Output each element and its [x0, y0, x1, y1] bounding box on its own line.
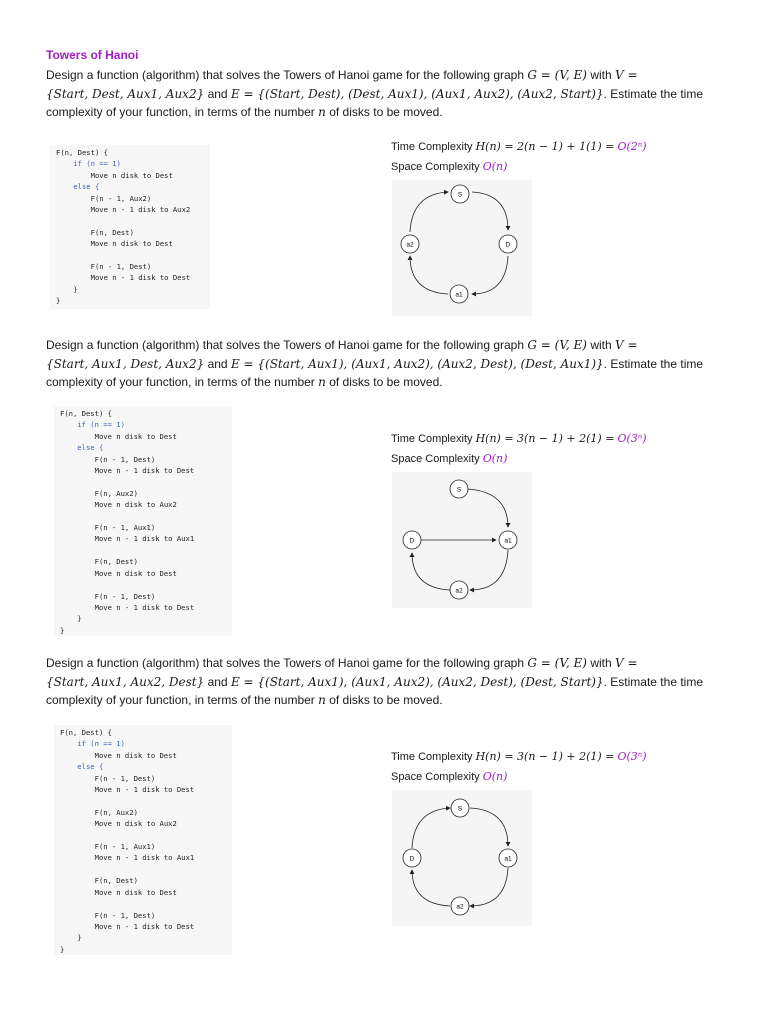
- code-line: F(n, Dest): [56, 227, 134, 237]
- code-line: }: [60, 625, 65, 635]
- space-complexity-label: Space Complexity: [391, 453, 480, 465]
- code-line: F(n - 1, Dest): [60, 910, 156, 920]
- document-title: Towers of Hanoi: [46, 48, 139, 62]
- code-line: F(n, Dest) {: [60, 409, 112, 418]
- code-line: [56, 215, 204, 226]
- time-complexity-expression: H(n) = 3(n − 1) + 2(1) =: [475, 432, 615, 445]
- prompt-tail: . Estimate the time complexity of your function, in terms of the number: [46, 674, 703, 707]
- node-start: [451, 799, 469, 817]
- code-line: Move n disk to Dest: [60, 887, 177, 897]
- time-complexity-big-o: O(2ⁿ): [617, 140, 647, 153]
- code-line: [60, 476, 226, 487]
- code-line: }: [56, 296, 61, 306]
- node-aux2: [450, 581, 468, 599]
- node-start-label: S: [457, 191, 463, 199]
- prompt-end: of disks to be moved.: [329, 105, 443, 119]
- code-line: Move n - 1 disk to Dest: [60, 785, 195, 795]
- node-dest: [403, 531, 421, 549]
- problem-1-prompt: [46, 66, 726, 122]
- space-complexity: [391, 449, 647, 469]
- time-complexity-label: Time Complexity: [391, 433, 473, 445]
- node-dest: [499, 235, 517, 253]
- node-dest-label: D: [505, 241, 511, 249]
- edge-set: E = {(Start, Aux1), (Aux1, Aux2), (Aux2, Dest), (Dest, Aux1)}: [230, 356, 604, 371]
- node-aux1-label: a1: [504, 855, 512, 863]
- code-line: Move n disk to Dest: [60, 750, 177, 760]
- time-complexity-big-o: O(3ⁿ): [617, 750, 647, 763]
- node-start-label: S: [456, 486, 462, 494]
- code-line: }: [60, 614, 82, 624]
- space-complexity-label: Space Complexity: [391, 771, 480, 783]
- code-line: F(n, Dest): [60, 876, 138, 886]
- code-line: if (n == 1): [60, 739, 125, 749]
- code-line: Move n disk to Dest: [60, 431, 177, 441]
- code-line: [60, 864, 226, 875]
- space-complexity: [391, 157, 647, 177]
- node-aux2: [451, 897, 469, 915]
- time-complexity: [391, 137, 647, 157]
- node-aux1-label: a1: [504, 537, 512, 545]
- code-line: Move n - 1 disk to Aux1: [60, 853, 195, 863]
- with-word: with: [590, 68, 612, 82]
- node-aux2-label: a2: [455, 587, 463, 595]
- code-line: else {: [56, 182, 100, 192]
- code-line: Move n disk to Dest: [56, 239, 173, 249]
- problem-3-prompt: [46, 654, 726, 710]
- code-line: }: [56, 284, 78, 294]
- code-line: F(n, Aux2): [60, 488, 138, 498]
- prompt-tail: . Estimate the time complexity of your function, in terms of the number: [46, 356, 704, 389]
- code-line: Move n - 1 disk to Dest: [60, 466, 195, 476]
- code-line: F(n - 1, Aux1): [60, 523, 156, 533]
- vertex-set-label: V =: [615, 656, 638, 670]
- code-line: Move n - 1 disk to Dest: [56, 273, 191, 283]
- node-aux1: [450, 285, 468, 303]
- vertex-set: {Start, Aux1, Dest, Aux2}: [46, 356, 205, 371]
- prompt-lead: Design a function (algorithm) that solves the Towers of Hanoi game for the following graph: [46, 68, 525, 82]
- code-line: if (n == 1): [60, 420, 125, 430]
- node-start: [451, 185, 469, 203]
- code-line: Move n disk to Aux2: [60, 500, 177, 510]
- time-complexity: [391, 747, 647, 767]
- space-complexity-big-o: O(n): [482, 160, 508, 173]
- prompt-lead: Design a function (algorithm) that solves the Towers of Hanoi game for the following graph: [46, 338, 525, 352]
- prompt-lead: Design a function (algorithm) that solves the Towers of Hanoi game for the following graph: [46, 656, 525, 670]
- code-line: Move n - 1 disk to Dest: [60, 921, 195, 931]
- n-variable: n: [318, 375, 326, 389]
- code-line: [60, 898, 226, 909]
- time-complexity-label: Time Complexity: [391, 141, 473, 153]
- code-line: [60, 511, 226, 522]
- code-line: [60, 579, 226, 590]
- with-word: with: [590, 656, 612, 670]
- node-dest: [403, 849, 421, 867]
- problem-2-graph-diagram: [392, 472, 532, 608]
- prompt-tail: . Estimate the time complexity of your function, in terms of the number: [46, 86, 703, 119]
- and-word: and: [207, 674, 228, 689]
- code-line: Move n - 1 disk to Aux1: [60, 534, 195, 544]
- code-line: F(n - 1, Dest): [60, 454, 156, 464]
- time-complexity-label: Time Complexity: [391, 751, 473, 763]
- problem-1-complexity: [391, 137, 647, 177]
- problem-3-code: [54, 725, 232, 955]
- edge-set: E = {(Start, Dest), (Dest, Aux1), (Aux1, Aux2), (Aux2, Start)}: [230, 86, 604, 101]
- code-line: [60, 830, 226, 841]
- vertex-set: {Start, Dest, Aux1, Aux2}: [46, 86, 205, 101]
- vertex-set-label: V =: [615, 338, 638, 352]
- code-line: [60, 545, 226, 556]
- code-line: F(n, Dest) {: [60, 728, 112, 737]
- graph-expression: G = (V, E): [527, 68, 587, 82]
- graph-expression: G = (V, E): [527, 656, 587, 670]
- problem-3-complexity: [391, 747, 647, 787]
- graph-expression: G = (V, E): [527, 338, 587, 352]
- node-aux1-label: a1: [455, 291, 463, 299]
- node-start-label: S: [457, 805, 463, 813]
- code-line: else {: [60, 443, 104, 453]
- prompt-end: of disks to be moved.: [329, 375, 443, 389]
- edge-set: E = {(Start, Aux1), (Aux1, Aux2), (Aux2, Dest), (Dest, Start)}: [230, 674, 604, 689]
- node-aux2: [401, 235, 419, 253]
- code-line: Move n disk to Dest: [60, 568, 177, 578]
- code-line: Move n disk to Dest: [56, 170, 173, 180]
- problem-3-graph-diagram: [392, 790, 532, 926]
- space-complexity-label: Space Complexity: [391, 161, 480, 173]
- node-aux2-label: a2: [456, 903, 464, 911]
- vertex-set: {Start, Aux1, Aux2, Dest}: [46, 674, 205, 689]
- code-line: F(n - 1, Aux1): [60, 842, 156, 852]
- and-word: and: [207, 356, 228, 371]
- code-line: if (n == 1): [56, 159, 121, 169]
- code-line: }: [60, 933, 82, 943]
- with-word: with: [590, 338, 612, 352]
- node-aux1: [499, 531, 517, 549]
- code-line: Move n - 1 disk to Dest: [60, 602, 195, 612]
- code-line: Move n - 1 disk to Aux2: [56, 205, 191, 215]
- n-variable: n: [318, 693, 326, 707]
- code-line: }: [60, 944, 65, 954]
- time-complexity: [391, 429, 647, 449]
- node-dest-label: D: [409, 855, 415, 863]
- code-line: [60, 795, 226, 806]
- code-line: F(n, Aux2): [60, 807, 138, 817]
- problem-2-complexity: [391, 429, 647, 469]
- vertex-set-label: V =: [615, 68, 638, 82]
- node-aux2-label: a2: [406, 241, 414, 249]
- node-start: [450, 480, 468, 498]
- space-complexity-big-o: O(n): [482, 452, 508, 465]
- code-line: F(n - 1, Dest): [60, 773, 156, 783]
- code-line: Move n disk to Aux2: [60, 819, 177, 829]
- code-line: F(n, Dest): [60, 557, 138, 567]
- time-complexity-expression: H(n) = 3(n − 1) + 2(1) =: [475, 750, 615, 763]
- code-line: F(n - 1, Dest): [56, 262, 152, 272]
- time-complexity-expression: H(n) = 2(n − 1) + 1(1) =: [475, 140, 615, 153]
- n-variable: n: [318, 105, 326, 119]
- and-word: and: [207, 86, 228, 101]
- code-line: else {: [60, 762, 104, 772]
- problem-1-code: [50, 145, 210, 309]
- space-complexity: [391, 767, 647, 787]
- space-complexity-big-o: O(n): [482, 770, 508, 783]
- problem-2-prompt: [46, 336, 726, 392]
- code-line: F(n - 1, Dest): [60, 591, 156, 601]
- code-line: F(n - 1, Aux2): [56, 193, 152, 203]
- problem-2-code: [54, 406, 232, 636]
- code-line: F(n, Dest) {: [56, 148, 108, 157]
- code-line: [56, 250, 204, 261]
- time-complexity-big-o: O(3ⁿ): [617, 432, 647, 445]
- node-aux1: [499, 849, 517, 867]
- node-dest-label: D: [409, 537, 415, 545]
- problem-1-graph-diagram: [392, 180, 532, 316]
- prompt-end: of disks to be moved.: [329, 693, 443, 707]
